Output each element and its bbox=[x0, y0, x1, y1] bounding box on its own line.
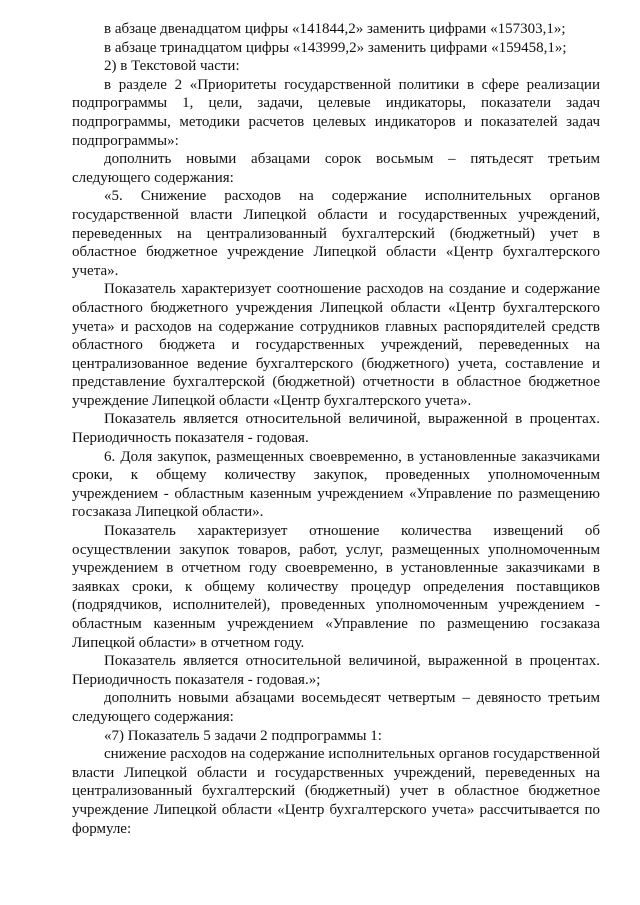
paragraph-12: дополнить новыми абзацами восемьдесят четвертым – девяносто третьим следующего содержания: bbox=[72, 690, 600, 725]
paragraph-11: Показатель является относительной величиной, выраженной в процентах. Периодичность показателя - годовая.»; bbox=[72, 653, 600, 688]
paragraph-4: в разделе 2 «Приоритеты государственной политики в сфере реализации подпрограммы 1, цели, задачи, целевые индикаторы, показатели задач подпрограммы, методики расчетов целевых индикаторов и показателей задач подпрограммы»: bbox=[72, 76, 600, 149]
paragraph-10: Показатель характеризует отношение количества извещений об осуществлении закупок товаров, работ, услуг, размещенных уполномоченным учреждением в отчетном году своевременно, в установленные заказчиками в заявках сроки, к общему количеству процедур определения поставщиков (подрядчиков, исполнителей), проведенных уполномоченным учреждением - областным казенным учреждением «Управление по размещению госзаказа Липецкой области» в отчетном году. bbox=[72, 523, 600, 651]
paragraph-14: снижение расходов на содержание исполнительных органов государственной власти Липецкой области и государственных учреждений, переведенных на централизованный бухгалтерский (бюджетный) учет в областное бюджетное учреждение Липецкой области «Центр бухгалтерского учета» рассчитывается по формуле: bbox=[72, 746, 600, 837]
paragraph-9: 6. Доля закупок, размещенных своевременно, в установленные заказчиками сроки, к общему количеству закупок, проведенных уполномоченным учреждением - областным казенным учреждением «Управление по размещению госзаказа Липецкой области». bbox=[72, 448, 600, 521]
paragraph-5: дополнить новыми абзацами сорок восьмым – пятьдесят третьим следующего содержания: bbox=[72, 151, 600, 186]
document-page bbox=[72, 20, 600, 838]
paragraph-8: Показатель является относительной величиной, выраженной в процентах. Периодичность показателя - годовая. bbox=[72, 411, 600, 447]
paragraph-3: 2) в Текстовой части: bbox=[104, 58, 240, 75]
paragraph-13: «7) Показатель 5 задачи 2 подпрограммы 1: bbox=[104, 727, 382, 744]
paragraph-7: Показатель характеризует соотношение расходов на создание и содержание областного бюджетного учреждения Липецкой области «Центр бухгалтерского учета» и расходов на содержание сотрудников главных распорядителей средств областного бюджета и государственных учреждений, переведенных на централизованное ведение бухгалтерского (бюджетного) учета, составление и представление бухгалтерской (бюджетной) отчетности в областное бюджетное учреждение Липецкой области «Центр бухгалтерского учета». bbox=[72, 281, 600, 409]
paragraph-2: в абзаце тринадцатом цифры «143999,2» заменить цифрами «159458,1»; bbox=[104, 39, 567, 56]
paragraph-1: в абзаце двенадцатом цифры «141844,2» заменить цифрами «157303,1»; bbox=[104, 21, 566, 37]
paragraph-6: «5. Снижение расходов на содержание исполнительных органов государственной власти Липецкой области и государственных учреждений, переведенных на централизованный бухгалтерский (бюджетный) учет в областное бюджетное учреждение Липецкой области «Центр бухгалтерского учета». bbox=[72, 188, 600, 279]
